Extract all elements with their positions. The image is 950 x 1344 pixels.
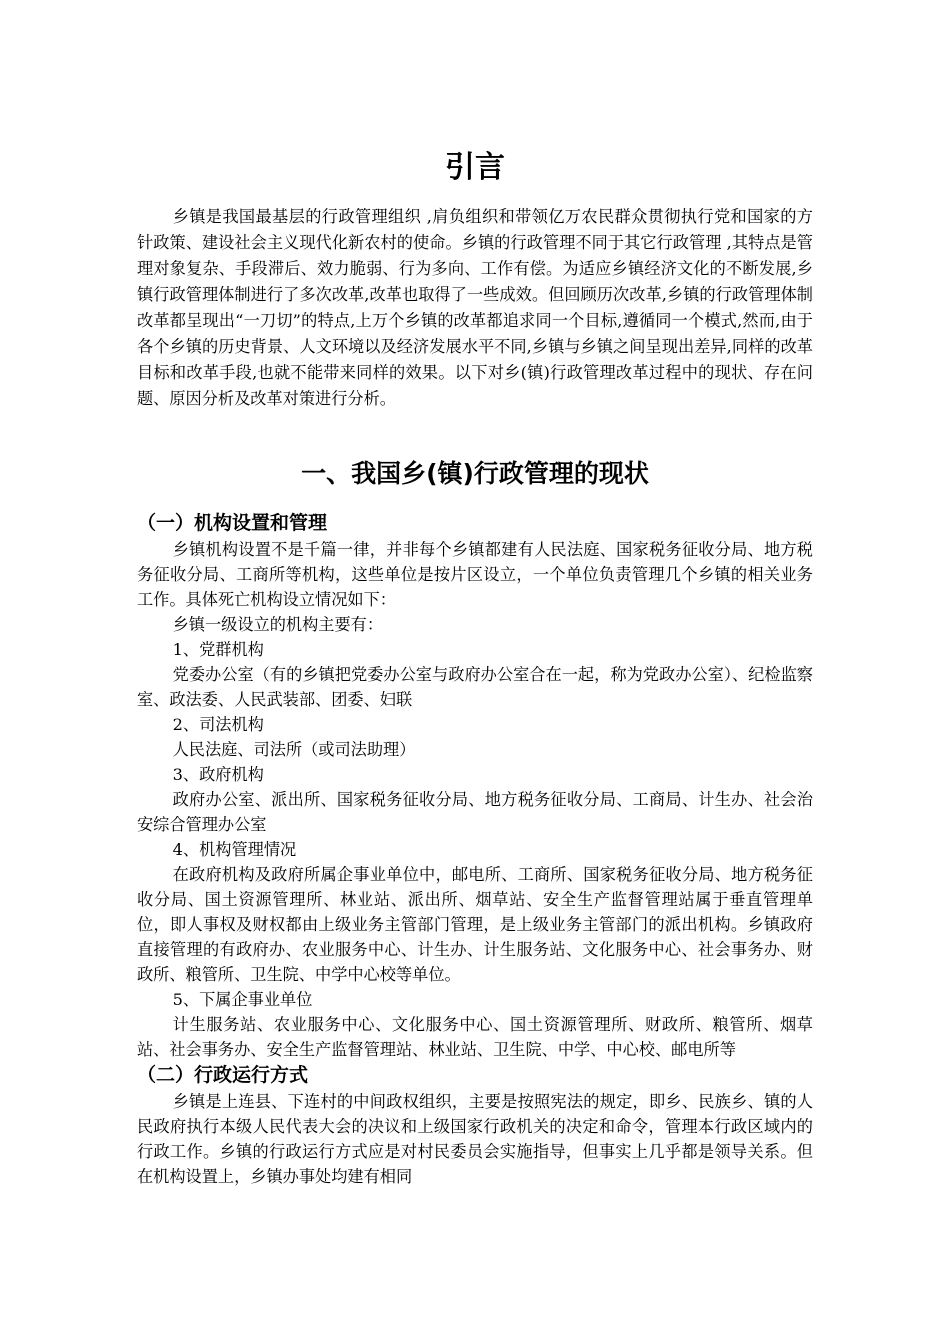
list-item-title: 1、党群机构 — [172, 640, 264, 659]
document-title: 引言 — [445, 150, 505, 185]
paragraph: 乡镇机构设置不是千篇一律，并非每个乡镇都建有人民法庭、国家税务征收分局、地方税务征收分局、工商所等机构，这些单位是按片区设立，一个单位负责管理几个乡镇的相关业务工作。具体死亡机构设立情况如下： — [137, 540, 813, 609]
section-heading-org-setup: （一）机构设置和管理 — [137, 512, 328, 534]
list-item-body: 政府办公室、派出所、国家税务征收分局、地方税务征收分局、工商局、计生办、社会治安综合管理办公室 — [137, 790, 813, 834]
section-heading-operation-mode: （二）行政运行方式 — [137, 1064, 309, 1086]
paragraph: 乡镇一级设立的机构主要有： — [172, 615, 384, 634]
list-item-body: 党委办公室（有的乡镇把党委办公室与政府办公室合在一起，称为党政办公室）、纪检监察室、政法委、人民武装部、团委、妇联 — [137, 665, 813, 709]
chapter-heading: 一、我国乡(镇)行政管理的现状 — [301, 459, 649, 488]
list-item-title: 3、政府机构 — [172, 765, 264, 784]
list-item-title: 2、司法机构 — [172, 715, 264, 734]
list-item-body: 在政府机构及政府所属企事业单位中，邮电所、工商所、国家税务征收分局、地方税务征收分局、国土资源管理所、林业站、派出所、烟草站、安全生产监督管理站属于垂直管理单位，即人事权及财权都由上级业务主管部门管理，是上级业务主管部门的派出机构。乡镇政府直接管理的有政府办、农业服务中心、计生办、计生服务站、文化服务中心、社会事务办、财政所、粮管所、卫生院、中学中心校等单位。 — [137, 865, 813, 984]
paragraph: 乡镇是上连县、下连村的中间政权组织，主要是按照宪法的规定，即乡、民族乡、镇的人民政府执行本级人民代表大会的决议和上级国家行政机关的决定和命令，管理本行政区域内的行政工作。乡镇的行政运行方式应是对村民委员会实施指导，但事实上几乎都是领导关系。但在机构设置上，乡镇办事处均建有相同 — [137, 1092, 813, 1186]
list-item-title: 5、下属企事业单位 — [172, 990, 313, 1009]
chapter-body — [137, 510, 813, 1189]
list-item-body: 计生服务站、农业服务中心、文化服务中心、国土资源管理所、财政所、粮管所、烟草站、社会事务办、安全生产监督管理站、林业站、卫生院、中学、中心校、邮电所等 — [137, 1015, 813, 1059]
list-item-title: 4、机构管理情况 — [172, 840, 297, 859]
list-item-body: 人民法庭、司法所（或司法助理） — [172, 740, 416, 759]
intro-paragraph: 乡镇是我国最基层的行政管理组织 ,肩负组织和带领亿万农民群众贯彻执行党和国家的方针政策、建设社会主义现代化新农村的使命。乡镇的行政管理不同于其它行政管理 ,其特点是管理对象复杂、手段滞后、效力脆弱、行为多向、工作有偿。为适应乡镇经济文化的不断发展,乡镇行政管理体制进行了多次改革,改革也取得了一些成效。但回顾历次改革,乡镇的行政管理体制改革都呈现出“一刀切”的特点,上万个乡镇的改革都追求同一个目标,遵循同一个模式,然而,由于各个乡镇的历史背景、人文环境以及经济发展水平不同,乡镇与乡镇之间呈现出差异,同样的改革目标和改革手段,也就不能带来同样的效果。以下对乡(镇)行政管理改革过程中的现状、存在问题、原因分析及改革对策进行分析。 — [137, 207, 813, 408]
